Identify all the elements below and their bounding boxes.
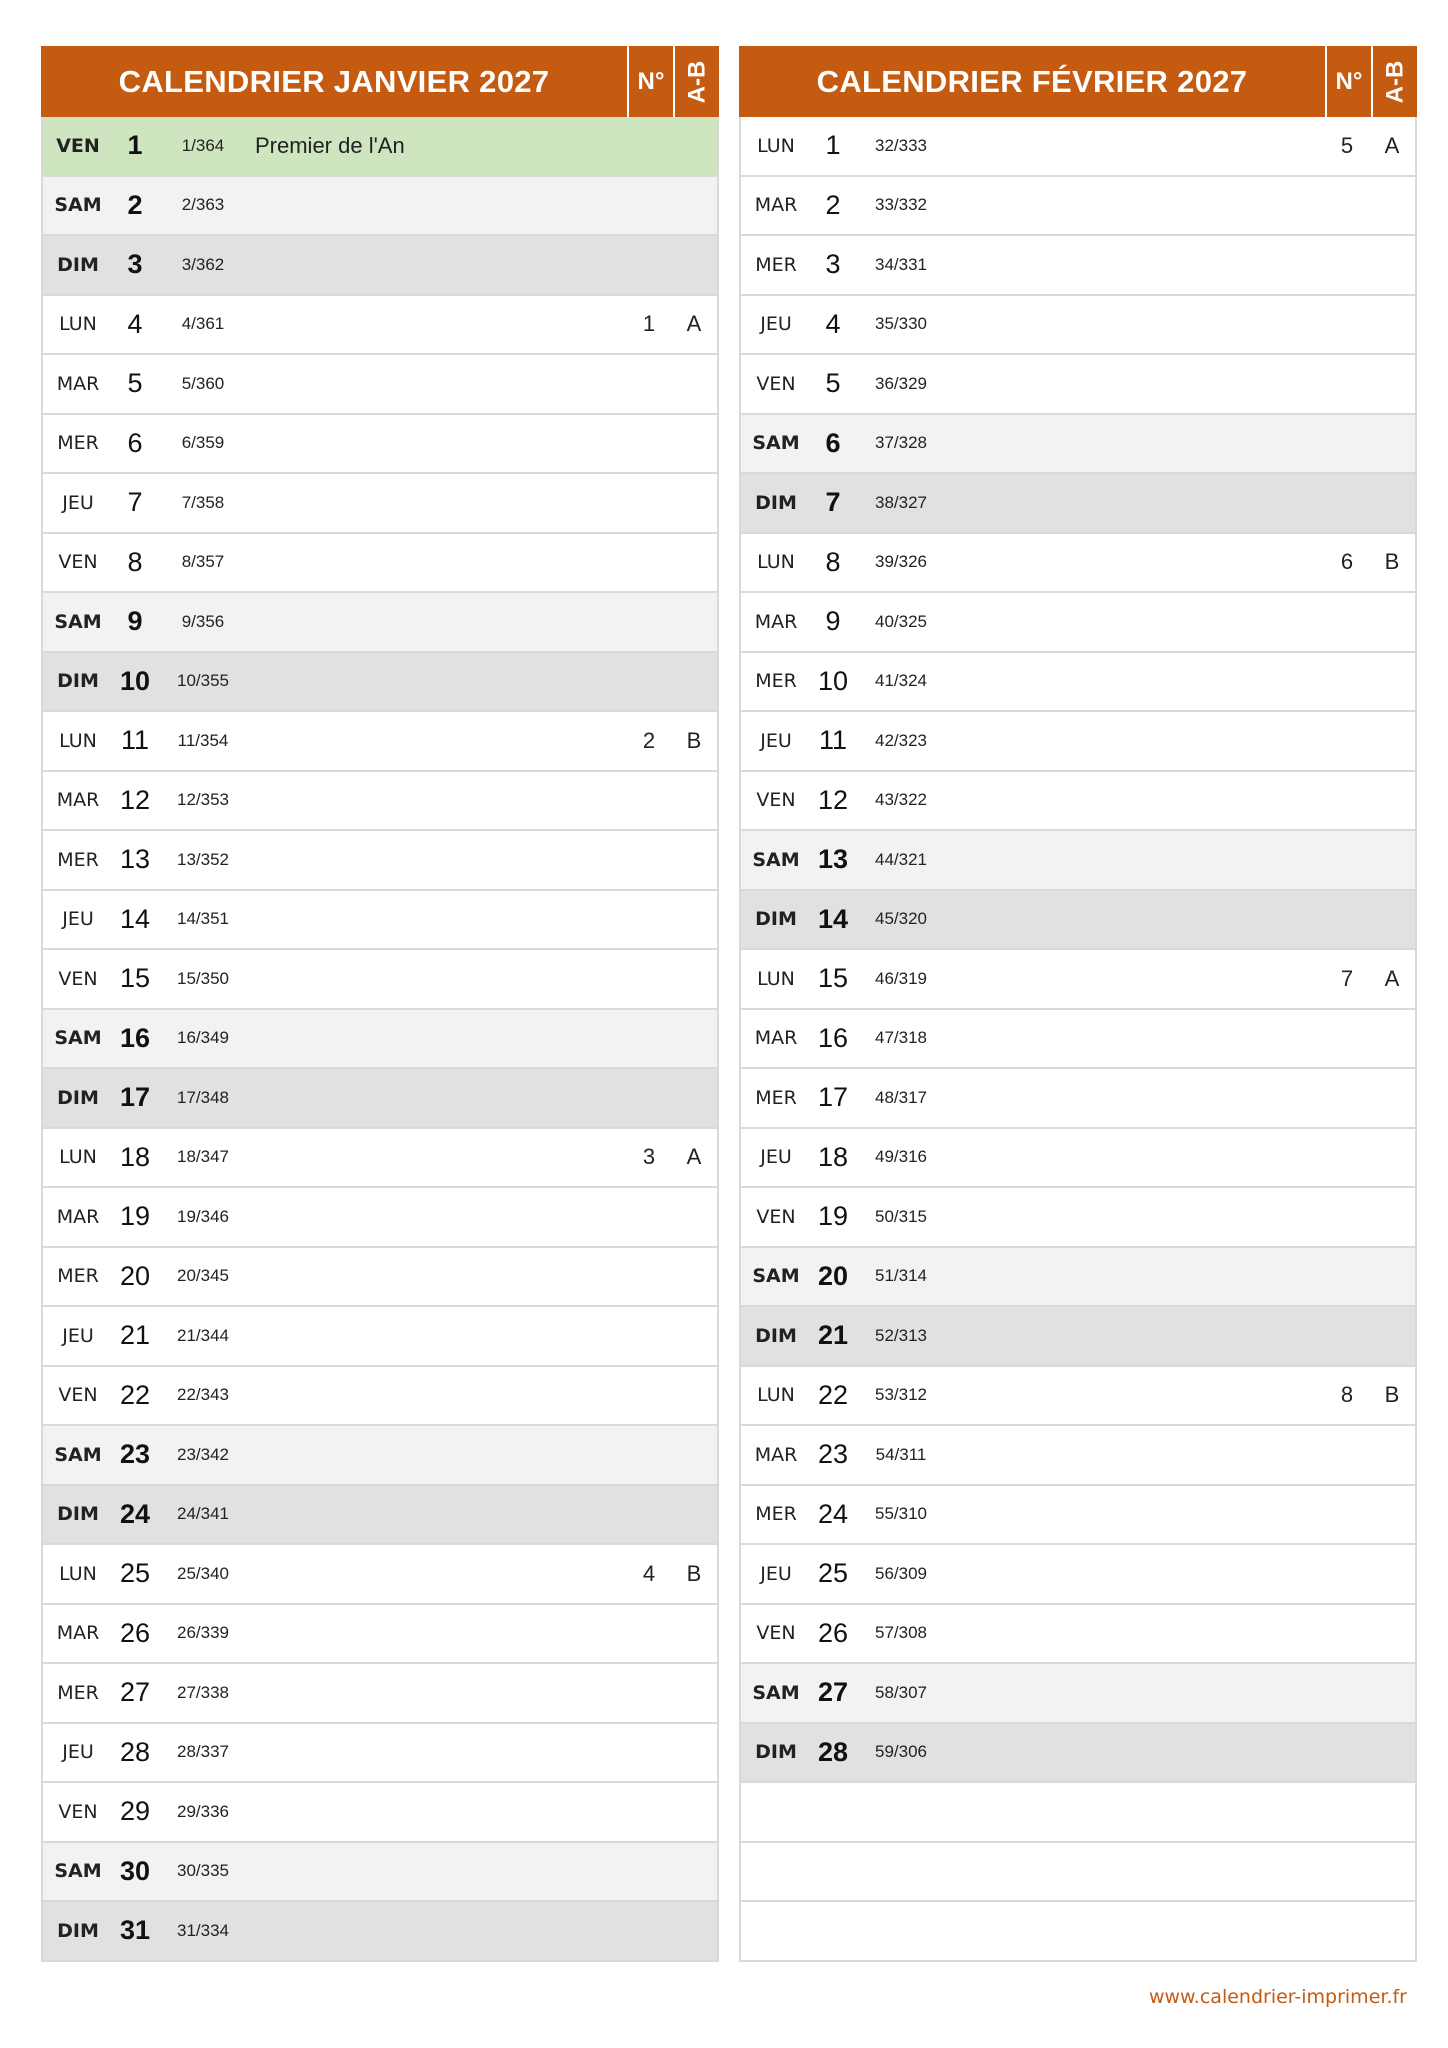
day-row — [741, 1008, 1415, 1068]
week-number: 1 — [642, 311, 656, 337]
footer-url[interactable]: www.calendrier-imprimer.fr — [1148, 1986, 1407, 2008]
day-of-week: VEN — [756, 1205, 796, 1228]
day-of-year: 49/316 — [875, 1147, 927, 1167]
day-row — [741, 1127, 1415, 1187]
day-row — [741, 1365, 1415, 1425]
day-number: 15 — [817, 963, 849, 994]
day-of-year: 40/325 — [875, 611, 927, 631]
day-of-year: 16/349 — [177, 1028, 229, 1048]
day-of-week: VEN — [58, 1384, 98, 1407]
week-ab: B — [686, 1560, 702, 1586]
day-row — [741, 591, 1415, 651]
day-number: 27 — [119, 1677, 151, 1708]
day-of-week: SAM — [54, 1027, 102, 1050]
month-header — [41, 46, 719, 117]
day-of-week: DIM — [57, 1086, 99, 1109]
ab-header — [1371, 46, 1417, 117]
day-row — [741, 1781, 1415, 1841]
week-ab: A — [1384, 965, 1400, 991]
day-of-week: MAR — [754, 1027, 798, 1050]
day-row — [43, 1543, 717, 1603]
day-of-week: MAR — [56, 1622, 100, 1645]
day-of-year: 14/351 — [177, 909, 229, 929]
day-rows — [41, 117, 719, 1962]
day-number: 2 — [825, 189, 841, 220]
day-of-week: SAM — [752, 432, 800, 455]
day-of-year: 20/345 — [177, 1266, 229, 1286]
day-of-week: DIM — [755, 491, 797, 514]
day-number: 25 — [817, 1558, 849, 1589]
day-row — [741, 1246, 1415, 1306]
day-of-week: JEU — [760, 1146, 792, 1169]
day-of-week: SAM — [752, 848, 800, 871]
day-row — [43, 948, 717, 1008]
day-row — [741, 948, 1415, 1008]
day-of-year: 51/314 — [875, 1266, 927, 1286]
day-of-week: VEN — [58, 551, 98, 574]
day-number: 8 — [825, 546, 841, 577]
day-number: 2 — [127, 189, 143, 220]
week-number: 7 — [1340, 965, 1354, 991]
day-number: 4 — [127, 308, 143, 339]
day-row — [741, 1484, 1415, 1544]
day-of-year: 37/328 — [875, 433, 927, 453]
day-of-week: DIM — [755, 1741, 797, 1764]
week-number: 4 — [642, 1560, 656, 1586]
day-number: 30 — [119, 1855, 151, 1886]
day-number: 22 — [817, 1379, 849, 1410]
day-number: 14 — [817, 903, 849, 934]
day-of-year: 28/337 — [177, 1742, 229, 1762]
month-title: CALENDRIER JANVIER 2027 — [118, 63, 550, 99]
day-of-year: 54/311 — [875, 1444, 927, 1464]
day-number: 15 — [119, 963, 151, 994]
day-of-year: 5/360 — [181, 373, 225, 393]
day-of-week: SAM — [54, 194, 102, 217]
day-number: 23 — [817, 1439, 849, 1470]
day-row — [43, 175, 717, 235]
day-of-week: VEN — [58, 967, 98, 990]
day-number: 23 — [119, 1439, 151, 1470]
day-number: 18 — [817, 1141, 849, 1172]
day-of-year: 48/317 — [875, 1087, 927, 1107]
ab-header-label: A-B — [683, 60, 710, 103]
day-row — [43, 1603, 717, 1663]
day-row — [741, 413, 1415, 473]
day-of-year: 22/343 — [177, 1385, 229, 1405]
day-number: 17 — [119, 1082, 151, 1113]
day-of-week: MER — [57, 1265, 99, 1288]
day-of-week: SAM — [54, 1860, 102, 1883]
week-number: 8 — [1340, 1382, 1354, 1408]
day-row — [741, 532, 1415, 592]
day-of-year: 44/321 — [875, 849, 927, 869]
day-row — [43, 1008, 717, 1068]
day-row — [741, 1722, 1415, 1782]
ab-header-label: A-B — [1381, 60, 1408, 103]
day-number: 19 — [817, 1201, 849, 1232]
day-number: 20 — [119, 1260, 151, 1291]
day-row — [43, 1424, 717, 1484]
day-of-week: LUN — [59, 1146, 97, 1169]
day-of-week: DIM — [755, 908, 797, 931]
day-of-week: LUN — [59, 1562, 97, 1585]
day-row — [741, 829, 1415, 889]
day-number: 6 — [127, 427, 143, 458]
day-of-year: 4/361 — [181, 314, 225, 334]
day-of-week: MAR — [754, 1443, 798, 1466]
day-of-week: MER — [755, 1086, 797, 1109]
day-number: 1 — [825, 130, 841, 161]
day-of-week: DIM — [57, 253, 99, 276]
week-ab: A — [686, 1144, 702, 1170]
day-of-year: 36/329 — [875, 373, 927, 393]
day-of-week: LUN — [757, 967, 795, 990]
day-of-week: MER — [57, 432, 99, 455]
day-of-year: 24/341 — [177, 1504, 229, 1524]
day-row — [43, 651, 717, 711]
day-of-year: 46/319 — [875, 968, 927, 988]
day-of-year: 13/352 — [177, 849, 229, 869]
day-row — [741, 294, 1415, 354]
day-of-year: 57/308 — [875, 1623, 927, 1643]
day-number: 3 — [127, 249, 143, 280]
day-row — [43, 294, 717, 354]
day-of-year: 26/339 — [177, 1623, 229, 1643]
day-row — [43, 1305, 717, 1365]
day-row — [43, 1067, 717, 1127]
day-row — [741, 1662, 1415, 1722]
day-row — [43, 1127, 717, 1187]
day-row — [43, 472, 717, 532]
day-of-week: VEN — [756, 372, 796, 395]
day-row — [43, 234, 717, 294]
day-row — [43, 1246, 717, 1306]
week-ab: A — [1384, 132, 1400, 158]
month-february — [739, 46, 1417, 1962]
day-of-week: MAR — [754, 194, 798, 217]
day-row — [741, 1543, 1415, 1603]
day-number: 14 — [119, 903, 151, 934]
day-of-year: 3/362 — [181, 254, 225, 274]
day-row — [43, 1781, 717, 1841]
day-row — [741, 889, 1415, 949]
week-number: 5 — [1340, 132, 1354, 158]
day-of-week: DIM — [57, 1503, 99, 1526]
day-row — [43, 117, 717, 175]
day-of-year: 59/306 — [875, 1742, 927, 1762]
day-of-year: 50/315 — [875, 1206, 927, 1226]
week-number: 3 — [642, 1144, 656, 1170]
day-of-week: DIM — [57, 1919, 99, 1942]
day-of-week: MAR — [754, 610, 798, 633]
day-of-year: 35/330 — [875, 314, 927, 334]
day-row — [741, 1186, 1415, 1246]
day-of-week: JEU — [760, 313, 792, 336]
day-row — [43, 1900, 717, 1960]
day-row — [43, 889, 717, 949]
day-of-year: 11/354 — [177, 730, 229, 750]
day-of-year: 58/307 — [875, 1682, 927, 1702]
day-number: 26 — [119, 1617, 151, 1648]
day-number: 28 — [119, 1736, 151, 1767]
day-of-year: 56/309 — [875, 1563, 927, 1583]
day-number: 13 — [817, 844, 849, 875]
day-of-year: 38/327 — [875, 492, 927, 512]
day-number: 12 — [817, 784, 849, 815]
day-of-year: 41/324 — [875, 671, 927, 691]
day-row — [741, 175, 1415, 235]
day-of-week: MAR — [56, 372, 100, 395]
day-number: 9 — [127, 606, 143, 637]
day-of-year: 47/318 — [875, 1028, 927, 1048]
day-row — [43, 532, 717, 592]
day-row — [741, 353, 1415, 413]
day-number: 9 — [825, 606, 841, 637]
day-of-year: 55/310 — [875, 1504, 927, 1524]
day-of-week: SAM — [752, 1265, 800, 1288]
week-ab: B — [1384, 1382, 1400, 1408]
day-of-year: 43/322 — [875, 790, 927, 810]
day-of-week: MER — [57, 1681, 99, 1704]
day-row — [43, 1662, 717, 1722]
week-ab: A — [686, 311, 702, 337]
day-row — [43, 1722, 717, 1782]
day-number: 21 — [119, 1320, 151, 1351]
day-of-week: JEU — [62, 1741, 94, 1764]
day-label: Premier de l'An — [255, 132, 405, 158]
day-of-year: 12/353 — [177, 790, 229, 810]
day-row — [43, 829, 717, 889]
day-of-year: 18/347 — [177, 1147, 229, 1167]
day-of-week: JEU — [62, 1324, 94, 1347]
day-number: 17 — [817, 1082, 849, 1113]
day-row — [43, 353, 717, 413]
day-of-week: DIM — [755, 1324, 797, 1347]
day-of-year: 30/335 — [177, 1861, 229, 1881]
month-title: CALENDRIER FÉVRIER 2027 — [816, 63, 1248, 99]
day-number: 13 — [119, 844, 151, 875]
day-of-year: 32/333 — [875, 135, 927, 155]
week-number-header: N° — [1325, 46, 1371, 117]
day-number: 6 — [825, 427, 841, 458]
day-of-week: JEU — [760, 1562, 792, 1585]
day-number: 19 — [119, 1201, 151, 1232]
day-number: 21 — [817, 1320, 849, 1351]
day-number: 10 — [119, 665, 151, 696]
day-number: 5 — [825, 368, 841, 399]
day-of-year: 21/344 — [177, 1325, 229, 1345]
day-row — [43, 710, 717, 770]
day-of-year: 19/346 — [177, 1206, 229, 1226]
day-of-week: MAR — [56, 789, 100, 812]
day-row — [741, 472, 1415, 532]
day-row — [741, 710, 1415, 770]
day-number: 7 — [127, 487, 143, 518]
day-of-year: 34/331 — [875, 254, 927, 274]
week-ab: B — [1384, 549, 1400, 575]
day-row — [43, 413, 717, 473]
day-rows — [739, 117, 1417, 1962]
day-number: 20 — [817, 1260, 849, 1291]
day-number: 18 — [119, 1141, 151, 1172]
day-of-week: MAR — [56, 1205, 100, 1228]
day-number: 11 — [818, 725, 848, 756]
day-of-year: 9/356 — [181, 611, 225, 631]
day-of-year: 27/338 — [177, 1682, 229, 1702]
day-of-week: VEN — [56, 134, 100, 157]
day-row — [43, 770, 717, 830]
day-of-week: MER — [755, 253, 797, 276]
day-of-week: MER — [57, 848, 99, 871]
day-of-week: LUN — [757, 1384, 795, 1407]
day-number: 24 — [817, 1498, 849, 1529]
day-of-year: 45/320 — [875, 909, 927, 929]
week-number: 6 — [1340, 549, 1354, 575]
day-number: 29 — [119, 1796, 151, 1827]
day-number: 31 — [119, 1915, 151, 1946]
day-row — [741, 770, 1415, 830]
day-row — [741, 1603, 1415, 1663]
month-header — [739, 46, 1417, 117]
day-of-week: SAM — [752, 1681, 800, 1704]
day-of-year: 39/326 — [875, 552, 927, 572]
day-of-year: 52/313 — [875, 1325, 927, 1345]
ab-header — [673, 46, 719, 117]
day-number: 12 — [119, 784, 151, 815]
day-of-year: 10/355 — [177, 671, 229, 691]
day-row — [741, 1305, 1415, 1365]
day-number: 10 — [817, 665, 849, 696]
day-of-week: MER — [755, 1503, 797, 1526]
day-number: 1 — [127, 130, 143, 161]
day-row — [741, 1424, 1415, 1484]
day-number: 28 — [817, 1736, 849, 1767]
day-of-year: 29/336 — [177, 1801, 229, 1821]
day-number: 5 — [127, 368, 143, 399]
day-of-year: 15/350 — [177, 968, 229, 988]
day-of-year: 53/312 — [875, 1385, 927, 1405]
day-of-year: 42/323 — [875, 730, 927, 750]
day-of-week: DIM — [57, 670, 99, 693]
day-row — [741, 117, 1415, 175]
day-number: 4 — [825, 308, 841, 339]
day-row — [741, 651, 1415, 711]
day-number: 16 — [817, 1022, 849, 1053]
day-number: 27 — [817, 1677, 849, 1708]
day-of-year: 7/358 — [181, 492, 225, 512]
day-row — [43, 1186, 717, 1246]
day-row — [43, 1484, 717, 1544]
day-of-week: VEN — [756, 1622, 796, 1645]
day-of-year: 33/332 — [875, 195, 927, 215]
day-of-week: LUN — [757, 134, 795, 157]
day-of-week: LUN — [59, 729, 97, 752]
day-number: 3 — [825, 249, 841, 280]
day-of-year: 17/348 — [177, 1087, 229, 1107]
day-of-week: MER — [755, 670, 797, 693]
day-of-year: 31/334 — [177, 1920, 229, 1940]
day-number: 26 — [817, 1617, 849, 1648]
day-row — [741, 1841, 1415, 1901]
day-of-week: VEN — [58, 1800, 98, 1823]
day-number: 24 — [119, 1498, 151, 1529]
day-number: 8 — [127, 546, 143, 577]
month-january — [41, 46, 719, 1962]
day-row — [741, 1067, 1415, 1127]
day-of-week: JEU — [62, 491, 94, 514]
week-number: 2 — [642, 727, 656, 753]
day-number: 11 — [120, 725, 150, 756]
day-of-week: JEU — [62, 908, 94, 931]
day-of-week: SAM — [54, 610, 102, 633]
day-row — [43, 1841, 717, 1901]
day-number: 25 — [119, 1558, 151, 1589]
day-of-year: 6/359 — [181, 433, 225, 453]
day-of-year: 2/363 — [181, 195, 225, 215]
day-of-week: LUN — [59, 313, 97, 336]
day-row — [43, 591, 717, 651]
week-number-header: N° — [627, 46, 673, 117]
day-of-week: VEN — [756, 789, 796, 812]
day-row — [43, 1365, 717, 1425]
day-of-year: 1/364 — [181, 135, 225, 155]
day-row — [741, 234, 1415, 294]
day-of-year: 23/342 — [177, 1444, 229, 1464]
day-number: 22 — [119, 1379, 151, 1410]
day-of-week: SAM — [54, 1443, 102, 1466]
day-of-year: 25/340 — [177, 1563, 229, 1583]
day-number: 7 — [825, 487, 841, 518]
day-of-week: LUN — [757, 551, 795, 574]
week-ab: B — [686, 727, 702, 753]
day-of-year: 8/357 — [181, 552, 225, 572]
day-of-week: JEU — [760, 729, 792, 752]
day-row — [741, 1900, 1415, 1960]
day-number: 16 — [119, 1022, 151, 1053]
